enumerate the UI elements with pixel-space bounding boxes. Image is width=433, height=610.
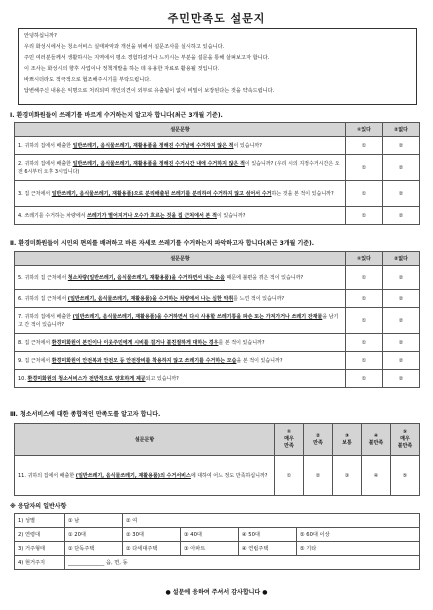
option-yes[interactable]: ① bbox=[346, 207, 383, 225]
question-text: 5. 귀하의 집 근처에서 청소차량(일반쓰레기, 음식물쓰레기, 재활용품)을 수거하면서 내는 소음 때문에 불편을 겪은 적이 있습니까? bbox=[15, 266, 346, 290]
question-row bbox=[15, 456, 420, 496]
general-option[interactable]: ② 여 bbox=[123, 514, 420, 528]
option-yes[interactable]: ① bbox=[346, 308, 383, 334]
question-row bbox=[15, 137, 420, 155]
general-label: 2) 연령대 bbox=[15, 528, 65, 542]
question-row bbox=[15, 334, 420, 352]
thank-you-footer: ● 설문에 응하여 주셔서 감사합니다 ● bbox=[165, 589, 268, 596]
header-very-satisfied: ① 매우 만족 bbox=[275, 424, 304, 456]
question-text: 1. 귀하의 집에서 배출한 일반쓰레기, 음식물쓰레기, 재활용품을 정해진 수거날에 수거하지 않은 적이 있습니까? bbox=[15, 137, 346, 155]
general-option[interactable]: ⑤ 기타 bbox=[297, 542, 420, 556]
general-heading: ※ 응답자의 일반사항 bbox=[10, 503, 67, 510]
section3-title: Ⅲ. 청소서비스에 대한 종합적인 만족도를 알고자 합니다. bbox=[10, 411, 161, 418]
option-yes[interactable]: ① bbox=[346, 266, 383, 290]
intro-line: 이 조사는 화성시의 향후 사업이나 정책개발을 하는 데 유용한 자료로 활용될 것입니다. bbox=[24, 66, 220, 72]
section2-table bbox=[14, 251, 420, 388]
option-no[interactable]: ② bbox=[383, 207, 420, 225]
residence-field[interactable]: ______________ 읍, 면, 동 bbox=[65, 556, 420, 570]
section1-title: Ⅰ. 환경미화원들이 쓰레기를 바르게 수거하는지 알고자 합니다(최근 3개월 기준). bbox=[10, 112, 223, 119]
header-dissatisfied: ④ 불만족 bbox=[362, 424, 391, 456]
option-yes[interactable]: ① bbox=[346, 352, 383, 370]
general-option[interactable]: ① 20대 bbox=[65, 528, 123, 542]
intro-box bbox=[18, 28, 417, 105]
option-no[interactable]: ② bbox=[383, 334, 420, 352]
question-text: 11. 귀하의 집에서 배출한 (일반쓰레기, 음식물쓰레기, 재활용품)의 수거서비스에 대하여 어느 정도 만족하십니까? bbox=[15, 456, 275, 496]
header-question: 설문문항 bbox=[15, 424, 275, 456]
header-no: ②없다 bbox=[383, 252, 420, 266]
general-row-age bbox=[15, 528, 420, 542]
option-no[interactable]: ② bbox=[383, 290, 420, 308]
header-question: 설문문항 bbox=[15, 252, 346, 266]
option-yes[interactable]: ① bbox=[346, 181, 383, 207]
question-text: 3. 집 근처에서 일반쓰레기, 음식물쓰레기, 재활용품)으로 분리배출된 쓰레기를 분리하여 수거하지 않고 섞어서 수거하는 것을 본 적이 있습니까? bbox=[15, 181, 346, 207]
section2-title: Ⅱ. 환경미화원들이 시민의 편의를 배려하고 바른 자세로 쓰레기를 수거하는지 파악하고자 합니다(최근 3개월 기준). bbox=[10, 240, 315, 247]
general-label: 3) 거주형태 bbox=[15, 542, 65, 556]
option-no[interactable]: ② bbox=[383, 155, 420, 181]
header-very-dissatisfied: ⑤ 매우 불만족 bbox=[391, 424, 420, 456]
option-neutral[interactable]: ③ bbox=[333, 456, 362, 496]
section3-table bbox=[14, 423, 420, 496]
question-text: 2. 귀하의 집에서 배출한 일반쓰레기, 음식물쓰레기, 재활용품을 정해진 수거시간 내에 수거하지 않은 적이 있습니까? (우리 시의 지정수거시간은 오전 6시부터 오후 3시입니다) bbox=[15, 155, 346, 181]
intro-line: 답변해주신 내용은 익명으로 처리되며 개인의견이 외부로 유출됨이 없이 비밀이 보장된다는 것을 약속드립니다. bbox=[24, 88, 275, 94]
option-yes[interactable]: ① bbox=[346, 137, 383, 155]
question-row bbox=[15, 207, 420, 225]
survey-title: 주민만족도 설문지 bbox=[167, 12, 266, 25]
intro-line: 바쁘시더라도 적극적으로 협조해주시기를 부탁드립니다. bbox=[24, 77, 151, 83]
option-no[interactable]: ② bbox=[383, 352, 420, 370]
question-row bbox=[15, 308, 420, 334]
option-very-dissatisfied[interactable]: ⑤ bbox=[391, 456, 420, 496]
header-no: ②없다 bbox=[383, 123, 420, 137]
question-row bbox=[15, 266, 420, 290]
general-option[interactable]: ① 남 bbox=[65, 514, 123, 528]
general-option[interactable]: ⑤ 60대 이상 bbox=[297, 528, 420, 542]
general-option[interactable]: ④ 연립주택 bbox=[239, 542, 297, 556]
general-option[interactable]: ① 단독주택 bbox=[65, 542, 123, 556]
question-row bbox=[15, 155, 420, 181]
general-option[interactable]: ③ 40대 bbox=[181, 528, 239, 542]
intro-line: 주민 여러분들께서 생활하시는 지역에서 평소 경험하셨거나 느끼시는 부분을 설문을 통해 살펴보고자 합니다. bbox=[24, 55, 270, 61]
option-satisfied[interactable]: ② bbox=[304, 456, 333, 496]
question-row bbox=[15, 370, 420, 388]
general-row-residence bbox=[15, 556, 420, 570]
header-yes: ①있다 bbox=[346, 252, 383, 266]
section1-table bbox=[14, 122, 420, 225]
option-no[interactable]: ② bbox=[383, 266, 420, 290]
option-no[interactable]: ② bbox=[383, 308, 420, 334]
question-text: 7. 귀하의 집에서 배출한 (일반쓰레기, 음식물쓰레기, 재활용품)을 수거하면서 다시 사용할 쓰레기통을 파손 또는 가져가거나 쓰레기 잔재물을 남기고 간 적이 있습니까? bbox=[15, 308, 346, 334]
option-no[interactable]: ② bbox=[383, 181, 420, 207]
general-option[interactable]: ④ 50대 bbox=[239, 528, 297, 542]
general-table bbox=[14, 513, 420, 570]
question-row bbox=[15, 352, 420, 370]
general-row-housing bbox=[15, 542, 420, 556]
question-text: 9. 집 근처에서 환경미화원이 안전복과 안전모 등 안전장비를 착용하지 않고 쓰레기를 수거하는 모습을 본 적이 있습니까? bbox=[15, 352, 346, 370]
option-no[interactable]: ② bbox=[383, 137, 420, 155]
question-row bbox=[15, 290, 420, 308]
general-row-gender bbox=[15, 514, 420, 528]
question-text: 8. 집 근처에서 환경미화원이 본인이나 이웃주민에게 시비를 걸거나 불친절하게 대하는 경우를 본 적이 있습니까? bbox=[15, 334, 346, 352]
question-row bbox=[15, 181, 420, 207]
option-yes[interactable]: ① bbox=[346, 155, 383, 181]
general-label: 1) 성별 bbox=[15, 514, 65, 528]
general-option[interactable]: ③ 아파트 bbox=[181, 542, 239, 556]
general-label: 4) 현거주지 bbox=[15, 556, 65, 570]
intro-line: 우리 화성시에서는 청소서비스 실태파악과 개선을 위해서 설문조사를 실시하고 있습니다. bbox=[24, 44, 225, 50]
option-yes[interactable]: ① bbox=[346, 334, 383, 352]
question-text: 10. 환경미화원의 청소서비스가 전반적으로 양호하게 제공되고 있습니까? bbox=[15, 370, 346, 388]
question-text: 4. 쓰레기를 수거하는 차량에서 쓰레기가 떨어지거나 오수가 흐르는 것을 집 근처에서 본 적이 있습니까? bbox=[15, 207, 346, 225]
option-dissatisfied[interactable]: ④ bbox=[362, 456, 391, 496]
option-very-satisfied[interactable]: ① bbox=[275, 456, 304, 496]
option-yes[interactable]: ① bbox=[346, 370, 383, 388]
option-no[interactable]: ② bbox=[383, 370, 420, 388]
general-option[interactable]: ② 다세대주택 bbox=[123, 542, 181, 556]
header-yes: ①있다 bbox=[346, 123, 383, 137]
header-question: 설문문항 bbox=[15, 123, 346, 137]
question-text: 6. 귀하의 집 근처에서 (일반쓰레기, 음식물쓰레기, 재활용품)을 수거하는 차량에서 나는 심한 악취를 느낀 적이 있습니까? bbox=[15, 290, 346, 308]
intro-line: 안녕하십니까? bbox=[24, 33, 57, 39]
option-yes[interactable]: ① bbox=[346, 290, 383, 308]
header-neutral: ③ 보통 bbox=[333, 424, 362, 456]
general-option[interactable]: ② 30대 bbox=[123, 528, 181, 542]
header-satisfied: ② 만족 bbox=[304, 424, 333, 456]
